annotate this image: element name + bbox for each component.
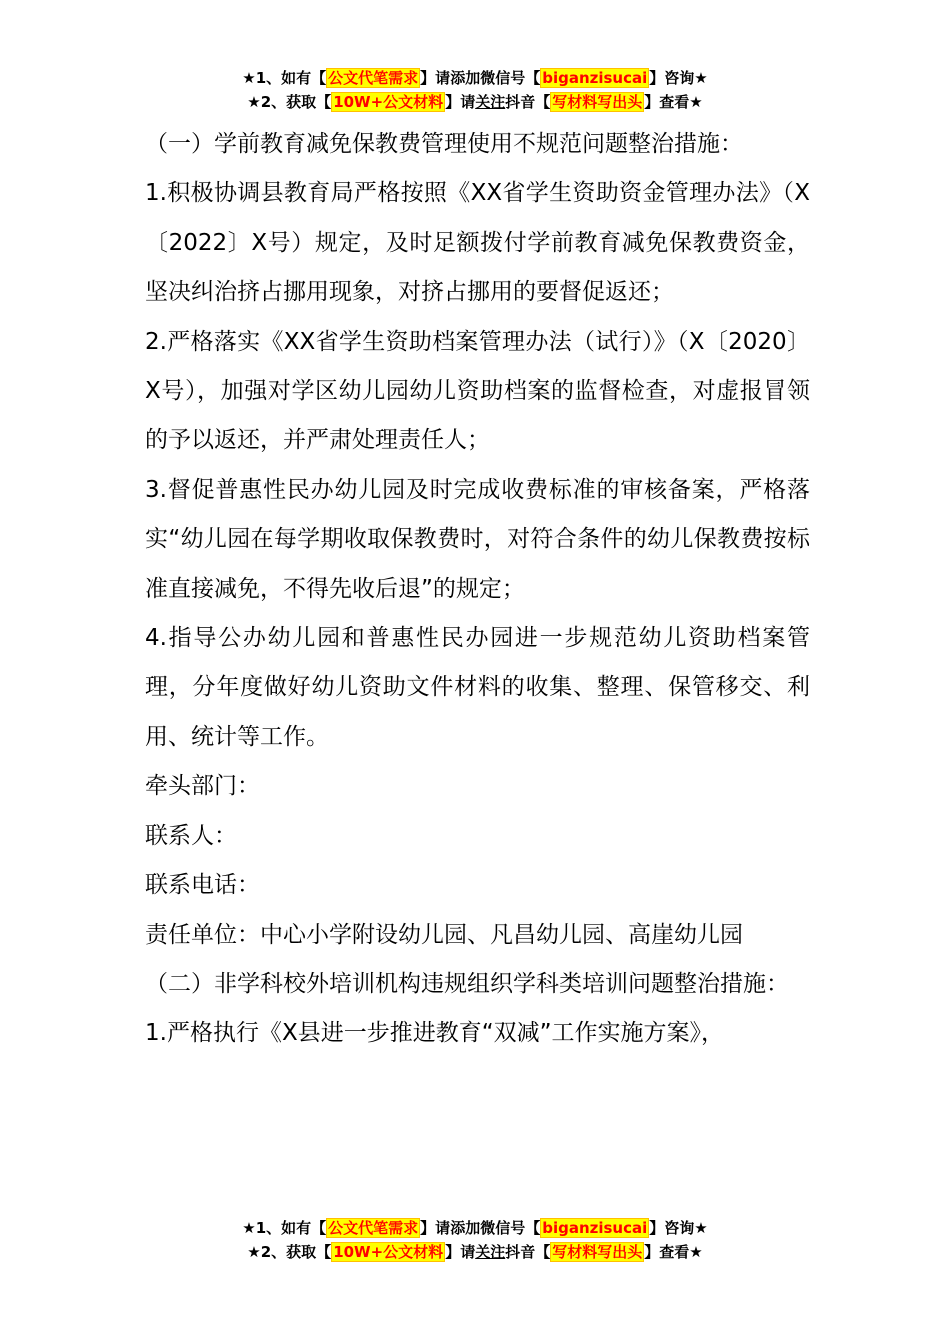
text: 关注: [475, 93, 506, 111]
responsible-units: 责任单位：中心小学附设幼儿园、凡昌幼儿园、高崖幼儿园: [145, 921, 743, 948]
text: 微信号【: [480, 1219, 541, 1237]
text: 添加: [450, 69, 481, 87]
text: 】咨询★: [649, 1219, 708, 1237]
paragraph: 4.指导公办幼儿园和普惠性民办园进一步规范幼儿资助档案管理，分年度做好幼儿资助文件材料的收集、整理、保管移交、利用、统计等工作。: [145, 625, 810, 750]
text: ★1、如有【: [242, 1219, 327, 1237]
douyin-account: 写材料写出头: [552, 1243, 643, 1261]
wechat-id: biganzisucai: [542, 1219, 648, 1237]
text: 添加: [450, 1219, 481, 1237]
highlight-text: 公文代笔需求: [328, 1219, 419, 1237]
footer-banner: [0, 1216, 950, 1264]
text: 】查看★: [644, 93, 703, 111]
text: 抖音【: [505, 93, 551, 111]
text: 】请: [445, 93, 476, 111]
text: 】请: [420, 69, 451, 87]
contact-person: 联系人：: [145, 822, 237, 849]
wechat-id: biganzisucai: [542, 69, 648, 87]
douyin-account: 写材料写出头: [552, 93, 643, 111]
text: ★2、获取【: [247, 93, 332, 111]
text: 】查看★: [644, 1243, 703, 1261]
section-heading-2: （二）非学科校外培训机构违规组织学科类培训问题整治措施：: [145, 970, 789, 997]
text: 】咨询★: [649, 69, 708, 87]
paragraph: 3.督促普惠性民办幼儿园及时完成收费标准的审核备案，严格落实“幼儿园在每学期收取保教费时，对符合条件的幼儿保教费按标准直接减免，不得先收后退”的规定；: [145, 476, 810, 602]
footer-line-1: [0, 1216, 950, 1240]
document-body: [145, 120, 810, 1059]
text: 】请: [420, 1219, 451, 1237]
lead-department: 牵头部门：: [145, 773, 260, 800]
text: 关注: [475, 1243, 506, 1261]
paragraph: 2.严格落实《XX省学生资助档案管理办法（试行）》（X〔2020〕X号），加强对学区幼儿园幼儿资助档案的监督检查，对虚报冒领的予以返还，并严肃处理责任人；: [145, 328, 810, 454]
paragraph: 1.积极协调县教育局严格按照《XX省学生资助资金管理办法》（X〔2022〕X号）规定，及时足额拨付学前教育减免保教费资金，坚决纠治挤占挪用现象，对挤占挪用的要督促返还；: [145, 180, 810, 306]
text: 微信号【: [480, 69, 541, 87]
section-heading-1: （一）学前教育减免保教费管理使用不规范问题整治措施：: [145, 131, 743, 157]
highlight-text: 10W+公文材料: [333, 1243, 444, 1261]
header-line-1: [0, 66, 950, 90]
paragraph: 1.严格执行《X县进一步推进教育“双减”工作实施方案》，: [145, 1020, 725, 1047]
header-banner: [0, 66, 950, 114]
footer-line-2: [0, 1240, 950, 1264]
highlight-text: 公文代笔需求: [328, 69, 419, 87]
text: ★1、如有【: [242, 69, 327, 87]
header-line-2: [0, 90, 950, 114]
text: 抖音【: [505, 1243, 551, 1261]
contact-phone: 联系电话：: [145, 872, 260, 899]
highlight-text: 10W+公文材料: [333, 93, 444, 111]
text: 】请: [445, 1243, 476, 1261]
text: ★2、获取【: [247, 1243, 332, 1261]
